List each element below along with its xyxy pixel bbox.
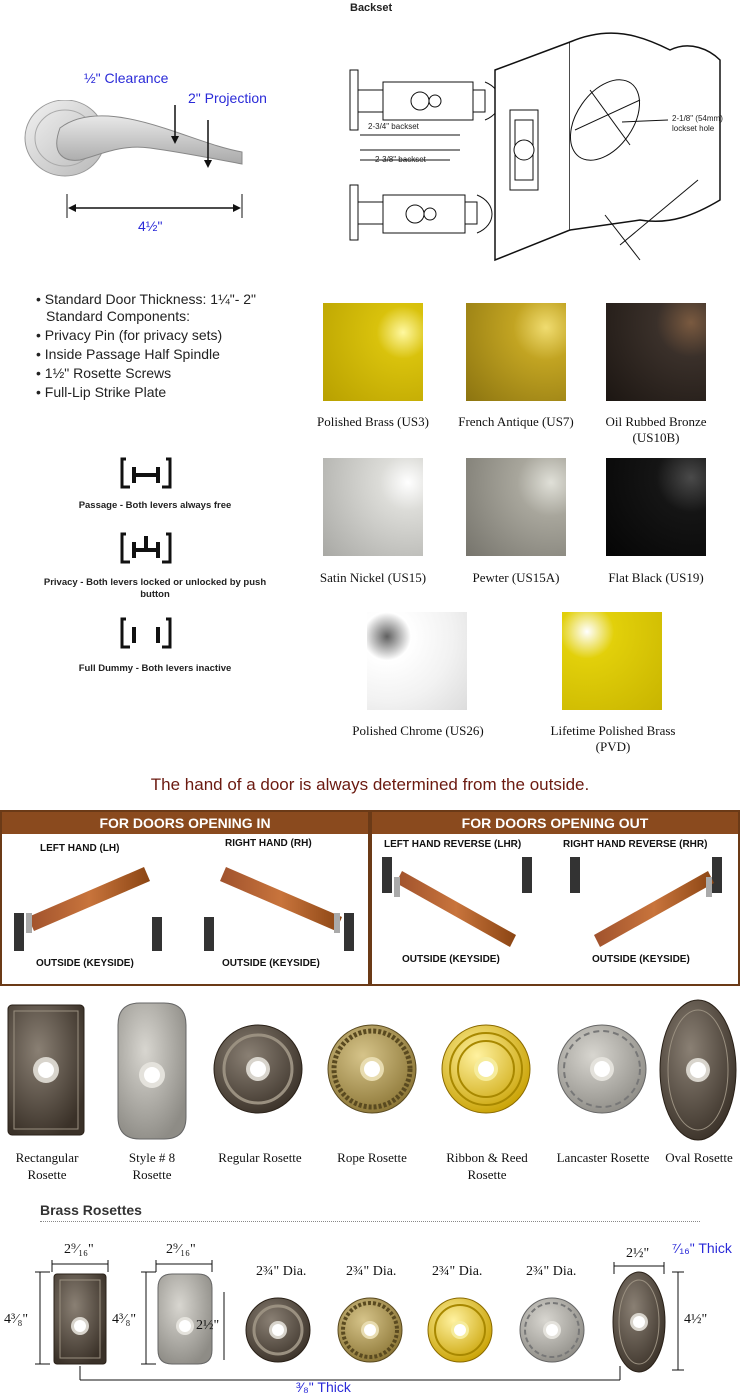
oval-width-label: 2½" <box>626 1246 650 1261</box>
finish-label: Lifetime Polished Brass (PVD) <box>550 723 676 754</box>
lockset-hole-line2: lockset hole <box>672 124 715 133</box>
component-text: Inside Passage Half Spindle <box>44 346 220 362</box>
hand-rh-label: RIGHT HAND (RH) <box>225 838 312 849</box>
function-privacy-label: Privacy - Both levers locked or unlocked by push button <box>43 577 267 600</box>
lever-illustration <box>20 100 290 230</box>
rect-width-label: 2⁹⁄₁₆" <box>64 1242 94 1257</box>
outside-keyside-label: OUTSIDE (KEYSIDE) <box>402 954 500 965</box>
list-item: • 1½" Rosette Screws <box>36 365 172 381</box>
list-item: • Privacy Pin (for privacy sets) <box>36 327 223 343</box>
brass-rosettes-title: Brass Rosettes <box>40 1202 142 1218</box>
swatch-french-antique <box>466 303 566 401</box>
style8-height-label: 4³⁄₈" <box>112 1312 137 1327</box>
rosette-label: Ribbon & Reed Rosette <box>446 1150 528 1182</box>
clearance-label: ½" Clearance <box>84 70 169 86</box>
swatch-satin-nickel <box>323 458 423 556</box>
finish-label: Satin Nickel (US15) <box>319 570 427 585</box>
divider <box>40 1221 700 1222</box>
finish-label: Oil Rubbed Bronze (US10B) <box>605 414 707 445</box>
outside-keyside-label: OUTSIDE (KEYSIDE) <box>222 958 320 969</box>
privacy-lock-icon <box>120 530 172 566</box>
swatch-flat-black <box>606 458 706 556</box>
rosettes-row <box>0 995 740 1145</box>
width-label: 4½" <box>138 218 163 234</box>
doors-in-title: FOR DOORS OPENING IN <box>2 812 368 834</box>
list-item: • Inside Passage Half Spindle <box>36 346 220 362</box>
outside-keyside-label: OUTSIDE (KEYSIDE) <box>592 954 690 965</box>
hand-lhr-label: LEFT HAND REVERSE (LHR) <box>384 839 522 850</box>
swatch-lifetime-brass <box>562 612 662 710</box>
swatch-pewter <box>466 458 566 556</box>
thickness-label: ³⁄₈" Thick <box>296 1379 351 1395</box>
component-text: 1½" Rosette Screws <box>44 365 172 381</box>
oval-height-label: 4½" <box>684 1312 708 1327</box>
projection-label: 2" Projection <box>188 90 267 106</box>
swatch-polished-brass <box>323 303 423 401</box>
rosette-label: Regular Rosette <box>218 1150 302 1165</box>
list-item <box>36 307 316 326</box>
backset-title: Backset <box>350 2 393 14</box>
backset-238-label: 2-3/8" backset <box>375 155 426 164</box>
rect-height-label: 4³⁄₈" <box>4 1312 29 1327</box>
ribbon-reed-rosette <box>442 1025 530 1113</box>
backset-234-label: 2-3/4" backset <box>368 122 419 131</box>
dia-label: 2¾" Dia. <box>432 1264 483 1279</box>
rope-rosette <box>328 1025 416 1113</box>
swatch-polished-chrome <box>367 612 467 710</box>
style8-inner-label: 2½" <box>196 1318 220 1333</box>
component-text: Standard Components: <box>46 308 190 324</box>
list-item: • Full-Lip Strike Plate <box>36 384 167 400</box>
function-passage-label: Passage - Both levers always free <box>78 500 232 511</box>
rosette-label: Rope Rosette <box>337 1150 407 1165</box>
finish-label: French Antique (US7) <box>458 414 574 429</box>
style8-rosette <box>118 1003 186 1139</box>
rosette-label: Style # 8 Rosette <box>128 1150 176 1182</box>
dia-label: 2¾" Dia. <box>346 1264 397 1279</box>
oval-rosette <box>660 1000 736 1140</box>
lancaster-rosette <box>558 1025 646 1113</box>
dia-label: 2¾" Dia. <box>256 1264 307 1279</box>
dia-label: 2¾" Dia. <box>526 1264 577 1279</box>
hand-note: The hand of a door is always determined from the outside. <box>150 775 590 794</box>
rosette-label: Rectangular Rosette <box>15 1150 79 1182</box>
door-handing-diagram <box>4 855 734 955</box>
hand-lh-label: LEFT HAND (LH) <box>40 843 120 854</box>
outside-keyside-label: OUTSIDE (KEYSIDE) <box>36 958 134 969</box>
component-text: Full-Lip Strike Plate <box>44 384 167 400</box>
passage-lock-icon <box>120 455 172 491</box>
doors-out-title: FOR DOORS OPENING OUT <box>372 812 738 834</box>
regular-rosette <box>214 1025 302 1113</box>
rosette-label: Lancaster Rosette <box>556 1150 650 1165</box>
lockset-hole-line1: 2-1/8" (54mm) <box>672 114 723 123</box>
list-item: • Standard Door Thickness: 1¼"- 2" <box>36 291 257 307</box>
components-list <box>36 290 316 402</box>
style8-width-label: 2⁹⁄₁₆" <box>166 1242 196 1257</box>
hand-rhr-label: RIGHT HAND REVERSE (RHR) <box>563 839 708 850</box>
component-text: Standard Door Thickness: 1¼"- 2" <box>44 291 257 307</box>
finish-label: Flat Black (US19) <box>608 570 704 585</box>
backset-diagram <box>340 20 740 270</box>
finish-label: Polished Chrome (US26) <box>352 723 484 738</box>
oval-thick-label: ⁷⁄₁₆" Thick <box>672 1240 732 1256</box>
function-dummy-label: Full Dummy - Both levers inactive <box>78 663 232 674</box>
swatch-oil-rubbed-bronze <box>606 303 706 401</box>
rosette-label: Oval Rosette <box>665 1150 733 1165</box>
component-text: Privacy Pin (for privacy sets) <box>44 327 223 343</box>
finish-label: Pewter (US15A) <box>472 570 560 585</box>
rectangular-rosette <box>8 1005 84 1135</box>
finish-label: Polished Brass (US3) <box>317 414 429 429</box>
dummy-lock-icon <box>120 615 172 651</box>
